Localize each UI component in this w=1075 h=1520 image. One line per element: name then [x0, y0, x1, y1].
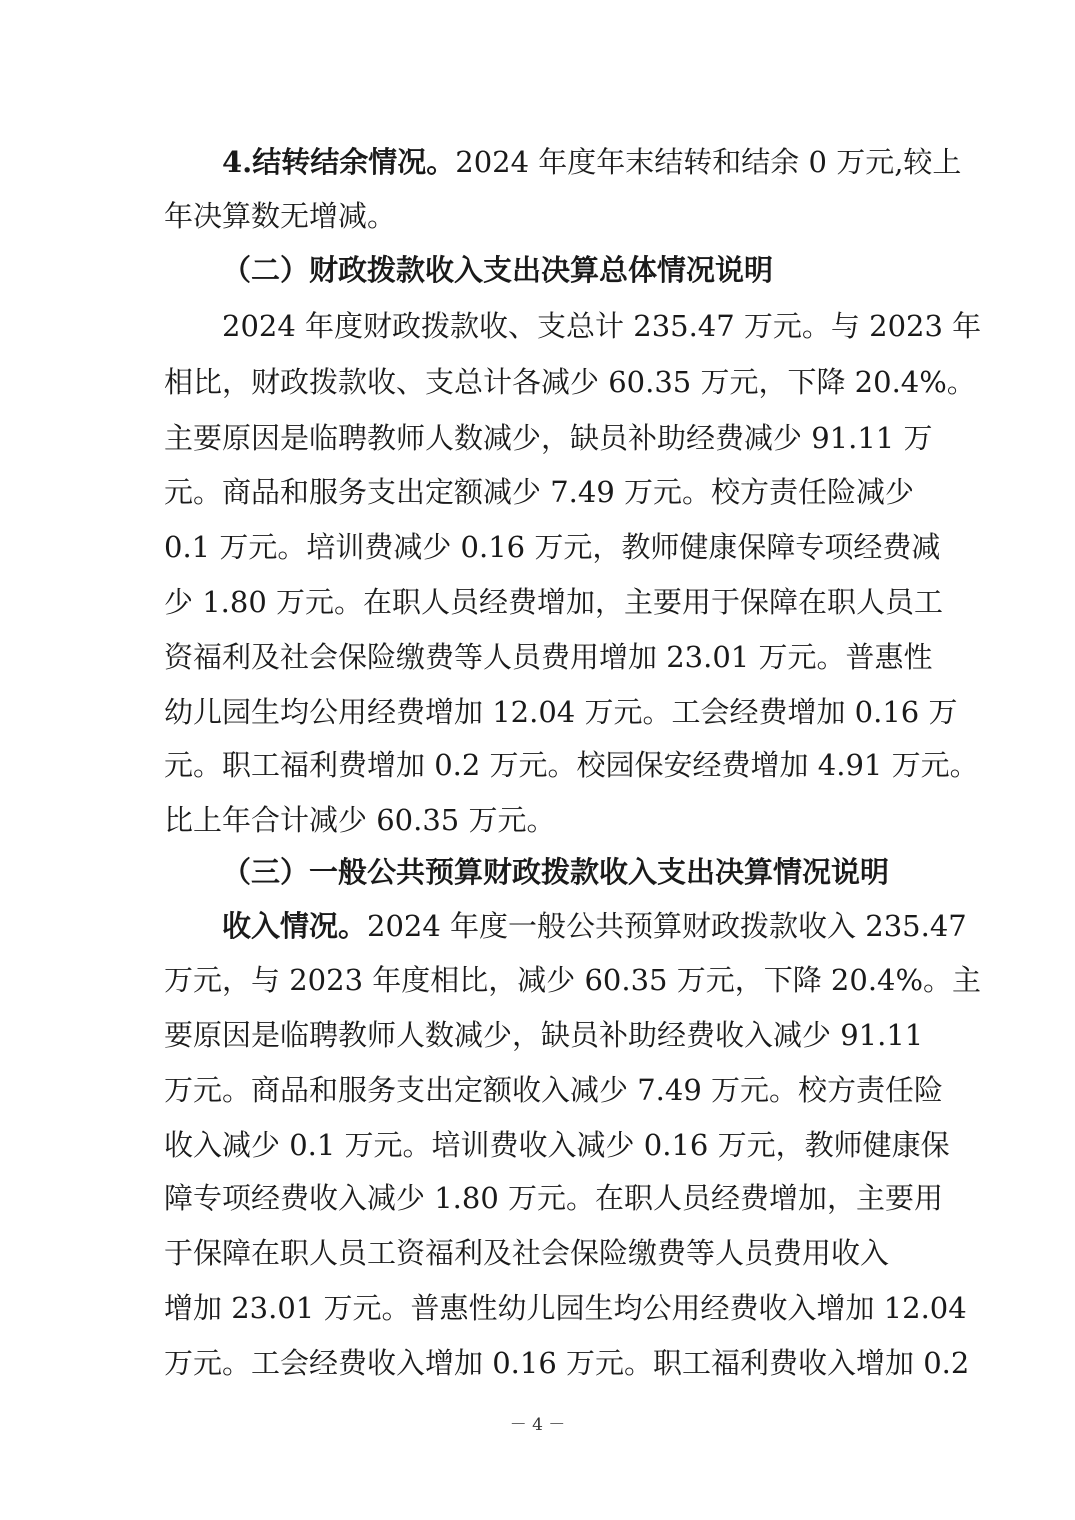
section-three-line: 于保障在职人员工资福利及社会保险缴费等人员费用收入: [164, 1236, 890, 1270]
section-two-line: 元。商品和服务支出定额减少 7.49 万元。校方责任险减少: [164, 475, 915, 509]
section-two-line: 主要原因是临聘教师人数减少，缺员补助经费减少 91.11 万: [164, 421, 933, 455]
section-two-line: 元。职工福利费增加 0.2 万元。校园保安经费增加 4.91 万元。: [164, 748, 979, 782]
section-three-heading: （三）一般公共预算财政拨款收入支出决算情况说明: [222, 855, 890, 889]
section-three-line: 要原因是临聘教师人数减少，缺员补助经费收入减少 91.11: [164, 1018, 924, 1052]
section4-lead: 4.结转结余情况。: [222, 145, 456, 179]
section-two-heading: （二）财政拨款收入支出决算总体情况说明: [222, 253, 774, 287]
section-three-line1: [222, 906, 967, 946]
section4-line1: [222, 142, 962, 182]
section-two-line: 比上年合计减少 60.35 万元。: [164, 803, 556, 837]
section-three-line1-text: 2024 年度一般公共预算财政拨款收入 235.47: [367, 909, 967, 943]
section-three-line: 万元。工会经费收入增加 0.16 万元。职工福利费收入增加 0.2: [164, 1346, 970, 1380]
section-two-line: 2024 年度财政拨款收、支总计 235.47 万元。与 2023 年: [222, 309, 982, 343]
section-two-line: 幼儿园生均公用经费增加 12.04 万元。工会经费增加 0.16 万: [164, 695, 958, 729]
section4-line2: 年决算数无增减。: [164, 199, 397, 233]
section-two-line: 少 1.80 万元。在职人员经费增加，主要用于保障在职人员工: [164, 585, 944, 619]
page-number: － 4 －: [509, 1415, 566, 1435]
section-two-line: 资福利及社会保险缴费等人员费用增加 23.01 万元。普惠性: [164, 640, 933, 674]
section-three-line: 收入减少 0.1 万元。培训费收入减少 0.16 万元，教师健康保: [164, 1128, 950, 1162]
section4-line1-text: 2024 年度年末结转和结余 0 万元,较上: [455, 145, 962, 179]
section-three-lead: 收入情况。: [222, 909, 368, 943]
section-three-line: 障专项经费收入减少 1.80 万元。在职人员经费增加，主要用: [164, 1181, 944, 1215]
section-three-line: 万元，与 2023 年度相比，减少 60.35 万元，下降 20.4%。主: [164, 963, 982, 997]
section-two-line: 0.1 万元。培训费减少 0.16 万元，教师健康保障专项经费减: [164, 530, 941, 564]
section-two-line: 相比，财政拨款收、支总计各减少 60.35 万元，下降 20.4%。: [164, 365, 976, 399]
section-three-line: 增加 23.01 万元。普惠性幼儿园生均公用经费收入增加 12.04: [164, 1291, 967, 1325]
section-three-line: 万元。商品和服务支出定额收入减少 7.49 万元。校方责任险: [164, 1073, 944, 1107]
